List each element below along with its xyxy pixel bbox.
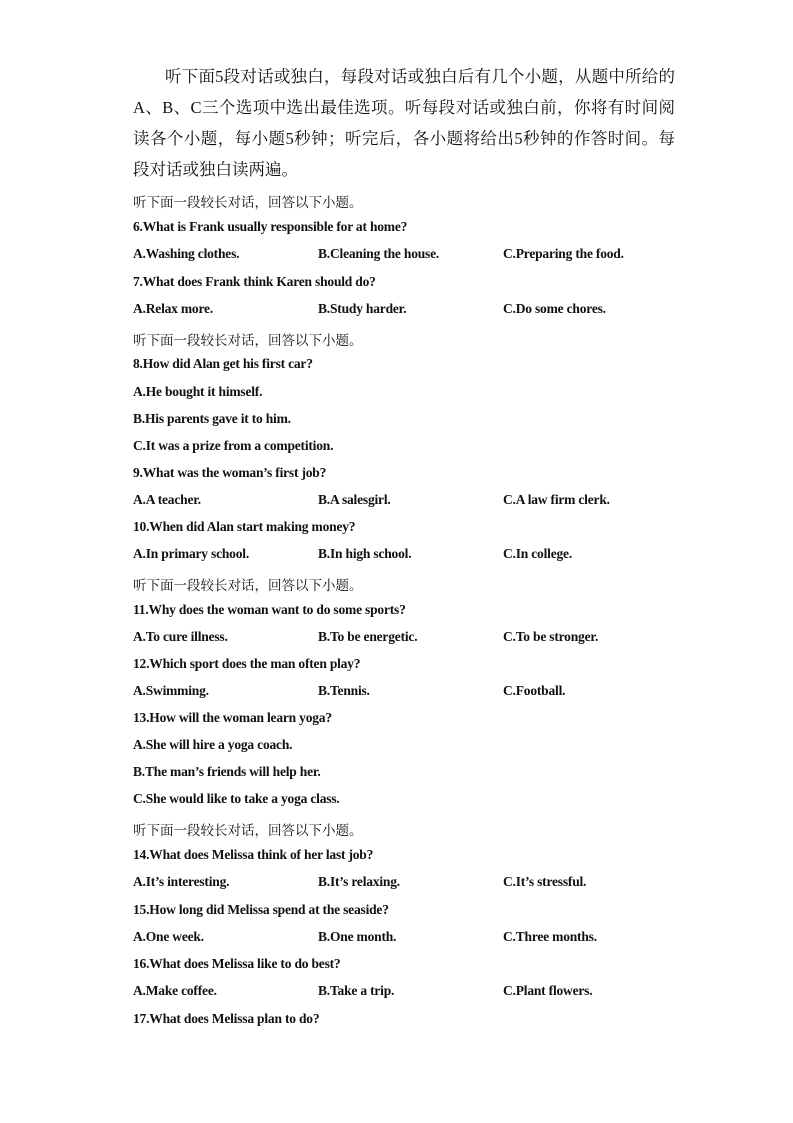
- options-6: [133, 246, 693, 266]
- question-16: 16.What does Melissa like to do best?: [133, 956, 341, 971]
- section-heading-4: 听下面一段较长对话，回答以下小题。: [133, 823, 363, 838]
- section-heading-3: 听下面一段较长对话，回答以下小题。: [133, 578, 363, 593]
- option-10a: A.In primary school.: [133, 546, 250, 561]
- option-16a: A.Make coffee.: [133, 983, 217, 998]
- option-12c: C.Football.: [503, 683, 566, 698]
- option-8a: A.He bought it himself.: [133, 384, 263, 399]
- question-11: 11.Why does the woman want to do some sports?: [133, 602, 406, 617]
- options-12: [133, 683, 693, 703]
- option-15c: C.Three months.: [503, 929, 597, 944]
- option-14a: A.It’s interesting.: [133, 874, 230, 889]
- question-14: 14.What does Melissa think of her last job?: [133, 847, 374, 862]
- option-12b: B.Tennis.: [318, 683, 370, 698]
- option-6b: B.Cleaning the house.: [318, 246, 440, 261]
- option-15a: A.One week.: [133, 929, 204, 944]
- option-16c: C.Plant flowers.: [503, 983, 593, 998]
- option-14c: C.It’s stressful.: [503, 874, 587, 889]
- question-10: 10.When did Alan start making money?: [133, 519, 356, 534]
- option-13c: C.She would like to take a yoga class.: [133, 791, 340, 806]
- option-13a: A.She will hire a yoga coach.: [133, 737, 293, 752]
- option-10b: B.In high school.: [318, 546, 412, 561]
- question-12: 12.Which sport does the man often play?: [133, 656, 361, 671]
- options-16: [133, 983, 693, 1003]
- option-8c: C.It was a prize from a competition.: [133, 438, 334, 453]
- option-11a: A.To cure illness.: [133, 629, 228, 644]
- question-17: 17.What does Melissa plan to do?: [133, 1011, 320, 1026]
- options-11: [133, 629, 693, 649]
- option-13b: B.The man’s friends will help her.: [133, 764, 321, 779]
- options-14: [133, 874, 693, 894]
- question-8: 8.How did Alan get his first car?: [133, 356, 313, 371]
- option-14b: B.It’s relaxing.: [318, 874, 400, 889]
- question-15: 15.How long did Melissa spend at the seaside?: [133, 902, 389, 917]
- section-heading-1: 听下面一段较长对话，回答以下小题。: [133, 195, 363, 210]
- options-9: [133, 492, 693, 512]
- options-7: [133, 301, 693, 321]
- instructions-text: 听下面5段对话或独白，每段对话或独白后有几个小题，从题中所给的A、B、C三个选项中选出最佳选项。听每段对话或独白前，你将有时间阅读各个小题，每小题5秒钟；听完后，各小题将给出5秒钟的作答时间。每段对话或独白读两遍。: [133, 67, 675, 179]
- question-9: 9.What was the woman’s first job?: [133, 465, 327, 480]
- option-9a: A.A teacher.: [133, 492, 201, 507]
- section-heading-2: 听下面一段较长对话，回答以下小题。: [133, 333, 363, 348]
- option-8b: B.His parents gave it to him.: [133, 411, 291, 426]
- options-15: [133, 929, 693, 949]
- option-7c: C.Do some chores.: [503, 301, 606, 316]
- option-9b: B.A salesgirl.: [318, 492, 391, 507]
- option-7b: B.Study harder.: [318, 301, 407, 316]
- option-16b: B.Take a trip.: [318, 983, 395, 998]
- question-13: 13.How will the woman learn yoga?: [133, 710, 332, 725]
- option-6c: C.Preparing the food.: [503, 246, 624, 261]
- instructions: [133, 61, 675, 185]
- option-15b: B.One month.: [318, 929, 397, 944]
- option-9c: C.A law firm clerk.: [503, 492, 610, 507]
- option-11c: C.To be stronger.: [503, 629, 599, 644]
- option-6a: A.Washing clothes.: [133, 246, 240, 261]
- option-10c: C.In college.: [503, 546, 573, 561]
- question-6: 6.What is Frank usually responsible for at home?: [133, 219, 408, 234]
- option-12a: A.Swimming.: [133, 683, 209, 698]
- options-10: [133, 546, 693, 566]
- question-7: 7.What does Frank think Karen should do?: [133, 274, 376, 289]
- option-11b: B.To be energetic.: [318, 629, 418, 644]
- option-7a: A.Relax more.: [133, 301, 214, 316]
